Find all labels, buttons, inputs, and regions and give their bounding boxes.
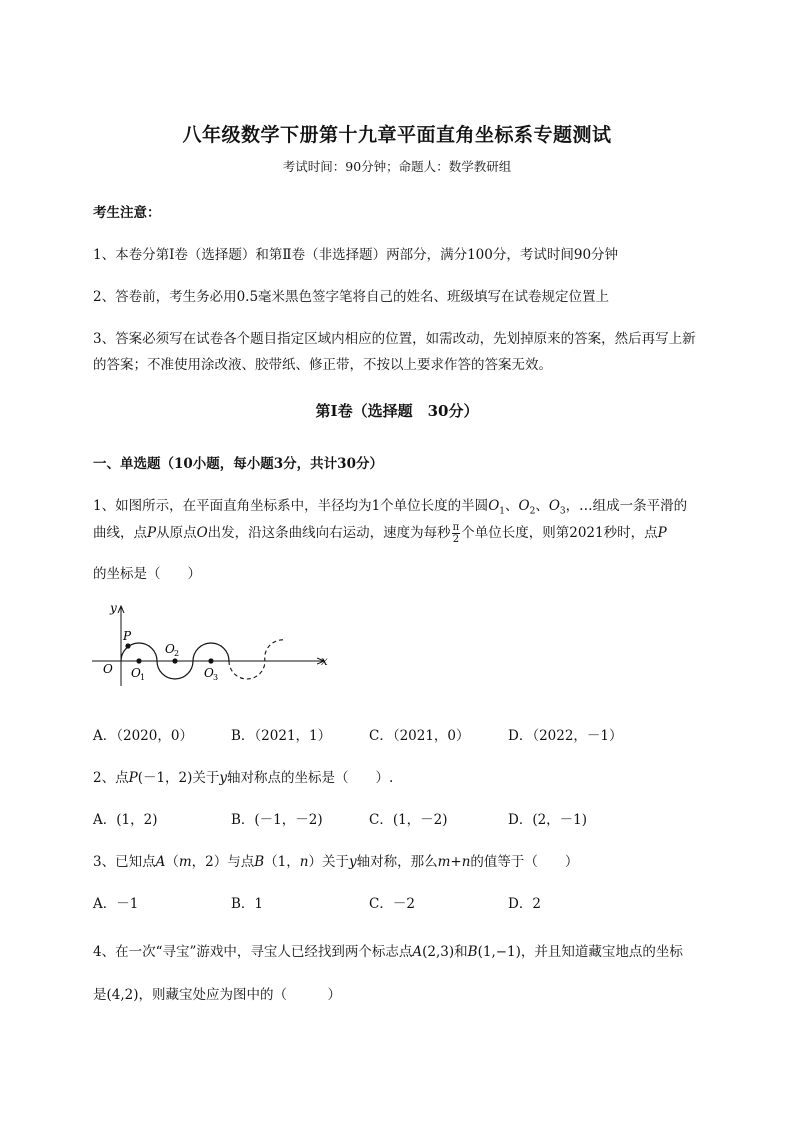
q3-option-b[interactable]: B．1	[231, 896, 264, 912]
fig-y-label: y	[110, 601, 117, 615]
q4-line2	[93, 983, 341, 1003]
q1-text-f: 个单位长度，则第2021秒时，点	[461, 525, 658, 541]
q4-b-coord: (1,−1)	[477, 944, 521, 960]
q1-point-p2: P	[657, 525, 667, 541]
q4-text-d: ，则藏宝处应为图中的（ ）	[138, 987, 342, 1003]
q1-o1-sub: 1	[499, 506, 505, 517]
point-o1	[136, 658, 141, 663]
q2-point-p: P	[128, 770, 138, 786]
q1-option-a[interactable]: A．（2020，0）	[93, 728, 193, 744]
q1-o1: O	[488, 498, 500, 514]
q1-line3: 的坐标是（ ）	[93, 566, 201, 582]
q3-n: n	[299, 854, 309, 870]
notice-item-3-cont: 的答案；不准使用涂改液、胶带纸、修正带，不按以上要求作答的答案无效。	[93, 357, 552, 373]
q1-origin: O	[196, 525, 208, 541]
q3-text-e: ）关于	[308, 854, 349, 870]
point-p	[125, 643, 130, 648]
q2-option-c[interactable]: C．(1，－2)	[369, 812, 448, 828]
q4-point-b: B	[467, 944, 478, 960]
fig-o2-label: O	[165, 642, 175, 656]
q1-frac-num: π	[452, 522, 460, 533]
q4-text-c: 是	[93, 987, 107, 1003]
q3-option-a[interactable]: A．－1	[93, 896, 139, 912]
q3-mn: m+n	[437, 854, 471, 870]
q2-option-d[interactable]: D．(2，－1)	[508, 812, 588, 828]
q1-line1	[93, 494, 687, 517]
q1-point-p: P	[147, 525, 157, 541]
q1-text-b: ，…组成一条平滑的	[565, 498, 688, 514]
q1-figure	[88, 600, 338, 690]
q2-text-c: 轴对称点的坐标是（ ）.	[227, 770, 394, 786]
q1-text-a: 1、如图所示，在平面直角坐标系中，半径均为1个单位长度的半圆	[93, 498, 489, 514]
notice-heading: 考生注意：	[93, 205, 161, 221]
q2-option-b[interactable]: B．(－1，－2)	[231, 812, 323, 828]
q4-text-a: 4、在一次“寻宝”游戏中，寻宝人已经找到两个标志点	[93, 944, 413, 960]
q3-option-c[interactable]: C．－2	[369, 896, 415, 912]
fig-o1-label: O	[131, 666, 141, 680]
part1-title: 第Ⅰ卷（选择题 30分）	[315, 402, 479, 420]
q1-sep1: 、	[505, 498, 519, 514]
q3-y: y	[348, 854, 357, 870]
q2-text-b: (－1，2)关于	[137, 770, 220, 786]
q1-option-c[interactable]: C．（2021，0）	[369, 728, 470, 744]
q1-frac-den: 2	[452, 534, 460, 545]
fig-x-label: x	[321, 654, 328, 668]
q1-o2-sub: 2	[529, 506, 536, 517]
q1-option-d[interactable]: D．（2022，－1）	[508, 728, 623, 744]
notice-item-1: 1、本卷分第Ⅰ卷（选择题）和第Ⅱ卷（非选择题）两部分，满分100分，考试时间90分钟	[93, 247, 619, 263]
q1-o3: O	[548, 498, 560, 514]
q3-text-d: （1，	[264, 854, 300, 870]
fig-o2-sub: 2	[174, 649, 180, 658]
q3-point-b: B	[254, 854, 265, 870]
q3-option-d[interactable]: D．2	[508, 896, 541, 912]
q3-text-c: ，2）与点	[191, 854, 255, 870]
q1-o2: O	[518, 498, 530, 514]
point-o2	[172, 658, 177, 663]
notice-item-2: 2、答卷前，考生务必用0.5毫米黑色签字笔将自己的姓名、班级填写在试卷规定位置上	[93, 289, 610, 305]
q3-stem	[93, 850, 578, 870]
q3-m: m	[178, 854, 192, 870]
q4-text-b: ，并且知道藏宝地点的坐标	[520, 944, 683, 960]
notice-item-3: 3、答案必须写在试卷各个题目指定区域内相应的位置，如需改动，先划掉原来的答案，然后再写上新	[93, 331, 696, 347]
fig-o1-sub: 1	[140, 673, 146, 682]
q3-text-f: 轴对称，那么	[356, 854, 438, 870]
q3-text-b: （	[165, 854, 179, 870]
curve-continuation	[229, 640, 285, 679]
q4-point-a: A	[412, 944, 423, 960]
fig-p-label: P	[123, 629, 132, 643]
q4-c-coord: (4,2)	[106, 987, 139, 1003]
q3-point-a: A	[155, 854, 166, 870]
q4-line1	[93, 940, 683, 960]
exam-subtitle: 考试时间：90分钟；命题人：数学教研组	[282, 159, 512, 174]
q1-option-b[interactable]: B．（2021，1）	[231, 728, 332, 744]
q1-o3-sub: 3	[559, 506, 566, 517]
q1-text-d: 从原点	[156, 525, 197, 541]
q4-and: 和	[454, 944, 468, 960]
q1-fraction	[452, 522, 461, 545]
q3-text-g: 的值等于（ ）	[470, 854, 579, 870]
section-heading: 一、单选题（10小题，每小题3分，共计30分）	[93, 456, 383, 472]
exam-title: 八年级数学下册第十九章平面直角坐标系专题测试	[182, 124, 612, 146]
point-o3	[208, 658, 213, 663]
q2-stem	[93, 766, 393, 786]
q1-text-c: 曲线，点	[93, 525, 147, 541]
q3-text-a: 3、已知点	[93, 854, 156, 870]
q1-line2	[93, 521, 667, 545]
q4-a-coord: (2,3)	[422, 944, 455, 960]
q1-sep2: 、	[535, 498, 549, 514]
fig-o3-label: O	[204, 666, 214, 680]
q2-text-a: 2、点	[93, 770, 129, 786]
q2-option-a[interactable]: A．(1，2)	[93, 812, 158, 828]
fig-origin-label: O	[103, 662, 113, 676]
q1-text-e: 出发，沿这条曲线向右运动，速度为每秒	[207, 525, 451, 541]
fig-o3-sub: 3	[213, 673, 219, 682]
q2-y: y	[219, 770, 228, 786]
